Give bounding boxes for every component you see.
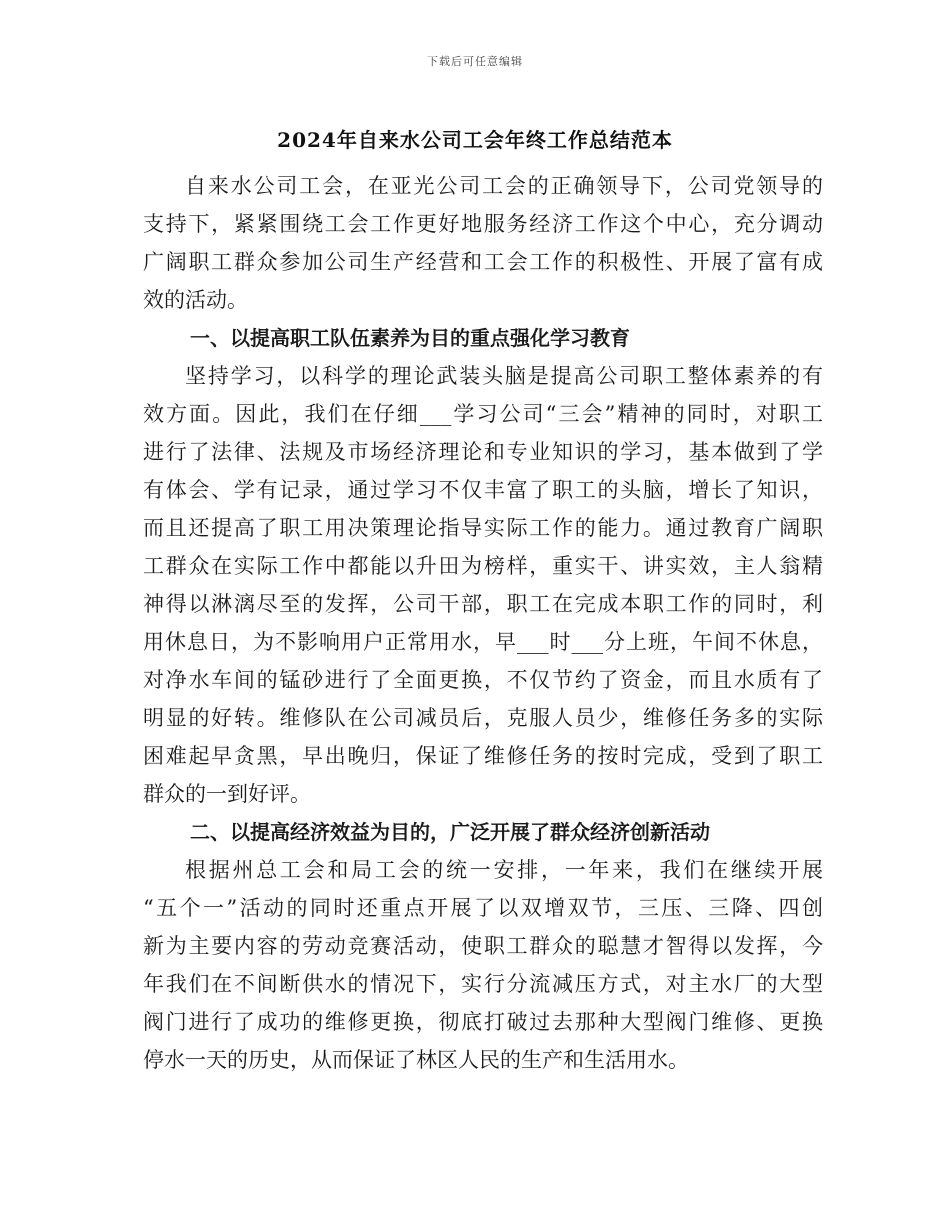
text-line: 阀门进行了成功的维修更换，彻底打破过去那种大型阀门维修、更换	[143, 1010, 823, 1034]
paragraph-first-line: 坚持学习，以科学的理论武装头脑是提高公司职工整体素养的有	[185, 364, 823, 388]
text-line: 神得以淋漓尽至的发挥，公司干部，职工在完成本职工作的同时，利	[143, 592, 823, 616]
paragraph-last-line: 停水一天的历史，从而保证了林区人民的生产和生活用水。	[143, 1048, 689, 1072]
section-heading: 一、以提高职工队伍素养为目的重点强化学习教育	[190, 326, 630, 350]
text-line: 明显的好转。维修队在公司减员后，克服人员少，维修任务多的实际	[143, 706, 823, 730]
text-line: 对净水车间的锰砂进行了全面更换，不仅节约了资金，而且水质有了	[143, 668, 823, 692]
text-line: 支持下，紧紧围绕工会工作更好地服务经济工作这个中心，充分调动	[143, 212, 823, 236]
section-heading: 二、以提高经济效益为目的，广泛开展了群众经济创新活动	[190, 820, 710, 844]
paragraph-last-line: 效的活动。	[143, 288, 248, 312]
text-line: “五个一”活动的同时还重点开展了以双增双节，三压、三降、四创	[143, 896, 823, 920]
text-line: 新为主要内容的劳动竞赛活动，使职工群众的聪慧才智得以发挥，今	[143, 934, 823, 958]
text-line: 而且还提高了职工用决策理论指导实际工作的能力。通过教育广阔职	[143, 516, 823, 540]
text-line: 有体会、学有记录，通过学习不仅丰富了职工的头脑，增长了知识，	[143, 478, 823, 502]
document-body	[143, 167, 823, 1079]
text-line: 年我们在不间断供水的情况下，实行分流减压方式，对主水厂的大型	[143, 972, 823, 996]
text-line: 用休息日，为不影响用户正常用水，早___时___分上班，午间不休息，	[143, 630, 823, 654]
text-line: 广阔职工群众参加公司生产经营和工会工作的积极性、开展了富有成	[143, 250, 823, 274]
document-title: 2024年自来水公司工会年终工作总结范本	[277, 128, 673, 152]
text-line: 困难起早贪黑，早出晚归，保证了维修任务的按时完成，受到了职工	[143, 744, 823, 768]
text-line: 工群众在实际工作中都能以升田为榜样，重实干、讲实效，主人翁精	[143, 554, 823, 578]
paragraph-first-line: 自来水公司工会，在亚光公司工会的正确领导下，公司党领导的	[185, 174, 823, 198]
header-note: 下载后可任意编辑	[427, 55, 523, 68]
paragraph-last-line: 群众的一到好评。	[143, 782, 311, 806]
text-line: 进行了法律、法规及市场经济理论和专业知识的学习，基本做到了学	[143, 440, 823, 464]
paragraph-first-line: 根据州总工会和局工会的统一安排，一年来，我们在继续开展	[185, 858, 823, 882]
text-line: 效方面。因此，我们在仔细___学习公司“三会”精神的同时，对职工	[143, 402, 823, 426]
